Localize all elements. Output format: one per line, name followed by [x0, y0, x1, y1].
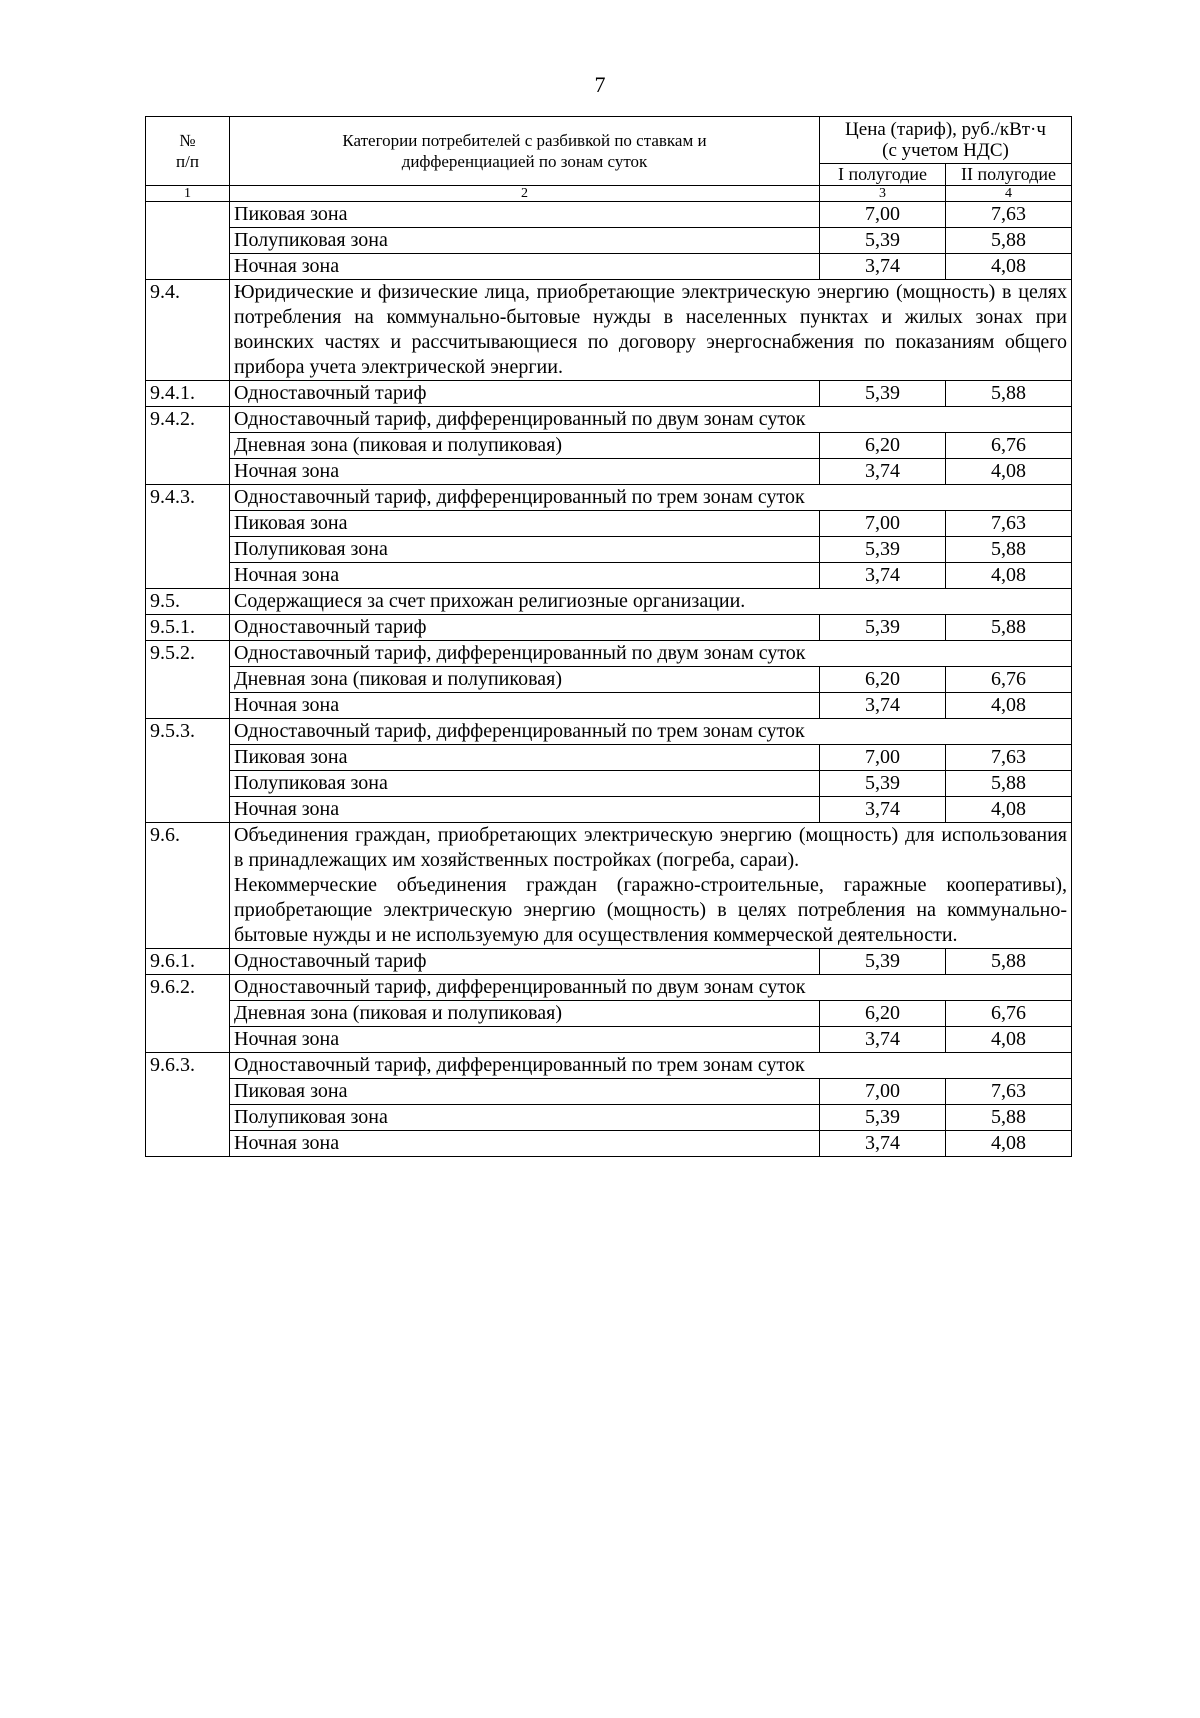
row-number: 9.6.3. — [146, 1053, 230, 1157]
row-category: Одноставочный тариф, дифференцированный по трем зонам суток — [230, 485, 1072, 511]
row-category: Ночная зона — [230, 797, 820, 823]
row-category: Дневная зона (пиковая и полупиковая) — [230, 1001, 820, 1027]
price-half1: 3,74 — [820, 693, 946, 719]
price-half1: 3,74 — [820, 1027, 946, 1053]
price-half2: 4,08 — [946, 1027, 1072, 1053]
row-category: Одноставочный тариф, дифференцированный по двум зонам суток — [230, 975, 1072, 1001]
price-half2: 4,08 — [946, 693, 1072, 719]
row-category: Полупиковая зона — [230, 537, 820, 563]
column-number-4: 4 — [946, 186, 1072, 202]
row-category: Юридические и физические лица, приобретающие электрическую энергию (мощность) в целях потребления на коммунально-бытовые нужды в населенных пунктах и жилых зонах при воинских частях и рассчитывающиеся по договору энергоснабжения по показаниям общего прибора учета электрической энергии. — [230, 280, 1072, 381]
row-category: Ночная зона — [230, 1131, 820, 1157]
price-half2: 7,63 — [946, 202, 1072, 228]
price-half2: 4,08 — [946, 797, 1072, 823]
row-category: Одноставочный тариф, дифференцированный по двум зонам суток — [230, 407, 1072, 433]
table-row — [146, 589, 1072, 615]
price-half1: 7,00 — [820, 1079, 946, 1105]
row-category: Одноставочный тариф — [230, 615, 820, 641]
column-number-1: 1 — [146, 186, 230, 202]
price-half2: 4,08 — [946, 1131, 1072, 1157]
table-row — [146, 407, 1072, 433]
price-half2: 4,08 — [946, 563, 1072, 589]
price-half2: 5,88 — [946, 771, 1072, 797]
row-category-paragraph: Объединения граждан, приобретающих электрическую энергию (мощность) для использования в принадлежащих им хозяйственных постройках (погреба, сараи). — [234, 824, 1067, 871]
row-number: 9.6.1. — [146, 949, 230, 975]
price-half1: 7,00 — [820, 745, 946, 771]
table-row — [146, 459, 1072, 485]
row-category: Полупиковая зона — [230, 228, 820, 254]
row-category — [230, 823, 1072, 949]
table-row — [146, 745, 1072, 771]
price-half1: 7,00 — [820, 202, 946, 228]
header-half1: I полугодие — [820, 164, 946, 186]
row-category: Ночная зона — [230, 693, 820, 719]
header-category-line1: Категории потребителей с разбивкой по ставкам и — [342, 131, 707, 150]
price-half2: 4,08 — [946, 459, 1072, 485]
row-category: Одноставочный тариф — [230, 381, 820, 407]
price-half1: 6,20 — [820, 1001, 946, 1027]
table-row — [146, 667, 1072, 693]
row-category: Одноставочный тариф, дифференцированный по трем зонам суток — [230, 719, 1072, 745]
table-row — [146, 563, 1072, 589]
price-half2: 6,76 — [946, 1001, 1072, 1027]
table-row — [146, 381, 1072, 407]
table-row — [146, 615, 1072, 641]
price-half1: 5,39 — [820, 615, 946, 641]
table-row — [146, 949, 1072, 975]
table-row — [146, 280, 1072, 381]
table-row — [146, 202, 1072, 228]
row-number: 9.4.2. — [146, 407, 230, 485]
price-half1: 6,20 — [820, 667, 946, 693]
price-half2: 7,63 — [946, 745, 1072, 771]
table-row — [146, 1079, 1072, 1105]
tariff-rows — [146, 202, 1072, 1157]
price-half2: 7,63 — [946, 1079, 1072, 1105]
price-half1: 3,74 — [820, 563, 946, 589]
column-number-3: 3 — [820, 186, 946, 202]
row-category: Пиковая зона — [230, 511, 820, 537]
price-half2: 6,76 — [946, 433, 1072, 459]
table-row — [146, 771, 1072, 797]
table-row — [146, 823, 1072, 949]
row-number: 9.5.1. — [146, 615, 230, 641]
header-half2: II полугодие — [946, 164, 1072, 186]
column-number-row — [146, 186, 1072, 202]
row-category: Пиковая зона — [230, 745, 820, 771]
table-row — [146, 1001, 1072, 1027]
row-number: 9.4.1. — [146, 381, 230, 407]
tariff-table — [145, 116, 1072, 1157]
header-number-line2: п/п — [176, 152, 199, 171]
header-number-line1: № — [179, 131, 196, 150]
table-row — [146, 797, 1072, 823]
price-half2: 4,08 — [946, 254, 1072, 280]
header-category-line2: дифференциацией по зонам суток — [401, 152, 648, 171]
price-half1: 7,00 — [820, 511, 946, 537]
price-half1: 5,39 — [820, 381, 946, 407]
row-number: 9.6.2. — [146, 975, 230, 1053]
table-row — [146, 975, 1072, 1001]
row-number: 9.5.2. — [146, 641, 230, 719]
row-number: 9.6. — [146, 823, 230, 949]
header-price-cell — [820, 117, 1072, 164]
row-category: Полупиковая зона — [230, 771, 820, 797]
price-half1: 6,20 — [820, 433, 946, 459]
table-row — [146, 641, 1072, 667]
table-row — [146, 1131, 1072, 1157]
price-half1: 5,39 — [820, 1105, 946, 1131]
price-half1: 5,39 — [820, 771, 946, 797]
price-half1: 3,74 — [820, 254, 946, 280]
row-category: Дневная зона (пиковая и полупиковая) — [230, 667, 820, 693]
price-half1: 3,74 — [820, 459, 946, 485]
row-number: 9.5. — [146, 589, 230, 615]
row-category-paragraph: Некоммерческие объединения граждан (гаражно-строительные, гаражные кооперативы), приобретающие электрическую энергию (мощность) в целях потребления на коммунально-бытовые нужды и не используемую для осуществления коммерческой деятельности. — [234, 874, 1067, 946]
table-row — [146, 511, 1072, 537]
table-row — [146, 537, 1072, 563]
price-half2: 5,88 — [946, 615, 1072, 641]
row-category: Дневная зона (пиковая и полупиковая) — [230, 433, 820, 459]
row-category: Полупиковая зона — [230, 1105, 820, 1131]
price-half2: 7,63 — [946, 511, 1072, 537]
price-half1: 3,74 — [820, 797, 946, 823]
row-category: Ночная зона — [230, 254, 820, 280]
row-category: Одноставочный тариф, дифференцированный по двум зонам суток — [230, 641, 1072, 667]
row-category: Одноставочный тариф, дифференцированный по трем зонам суток — [230, 1053, 1072, 1079]
price-half2: 5,88 — [946, 381, 1072, 407]
header-number-cell — [146, 117, 230, 186]
price-half1: 3,74 — [820, 1131, 946, 1157]
row-number — [146, 202, 230, 280]
price-half2: 5,88 — [946, 228, 1072, 254]
table-row — [146, 228, 1072, 254]
table-row — [146, 1053, 1072, 1079]
table-row — [146, 719, 1072, 745]
table-row — [146, 433, 1072, 459]
row-number: 9.4. — [146, 280, 230, 381]
row-category: Пиковая зона — [230, 1079, 820, 1105]
price-half1: 5,39 — [820, 537, 946, 563]
header-price-line1: Цена (тариф), руб./кВт·ч — [845, 119, 1046, 140]
table-row — [146, 254, 1072, 280]
row-category: Одноставочный тариф — [230, 949, 820, 975]
row-category: Пиковая зона — [230, 202, 820, 228]
price-half2: 5,88 — [946, 537, 1072, 563]
row-number: 9.5.3. — [146, 719, 230, 823]
table-row — [146, 1105, 1072, 1131]
table-row — [146, 1027, 1072, 1053]
column-number-2: 2 — [230, 186, 820, 202]
row-category: Ночная зона — [230, 563, 820, 589]
price-half2: 6,76 — [946, 667, 1072, 693]
row-category: Ночная зона — [230, 459, 820, 485]
header-category-cell — [230, 117, 820, 186]
table-row — [146, 693, 1072, 719]
price-half2: 5,88 — [946, 949, 1072, 975]
price-half1: 5,39 — [820, 949, 946, 975]
price-half2: 5,88 — [946, 1105, 1072, 1131]
row-category: Ночная зона — [230, 1027, 820, 1053]
table-header-row — [146, 117, 1072, 164]
row-number: 9.4.3. — [146, 485, 230, 589]
page-number: 7 — [594, 72, 606, 97]
price-half1: 5,39 — [820, 228, 946, 254]
table-row — [146, 485, 1072, 511]
header-price-line2: (с учетом НДС) — [882, 140, 1009, 161]
row-category: Содержащиеся за счет прихожан религиозные организации. — [230, 589, 1072, 615]
